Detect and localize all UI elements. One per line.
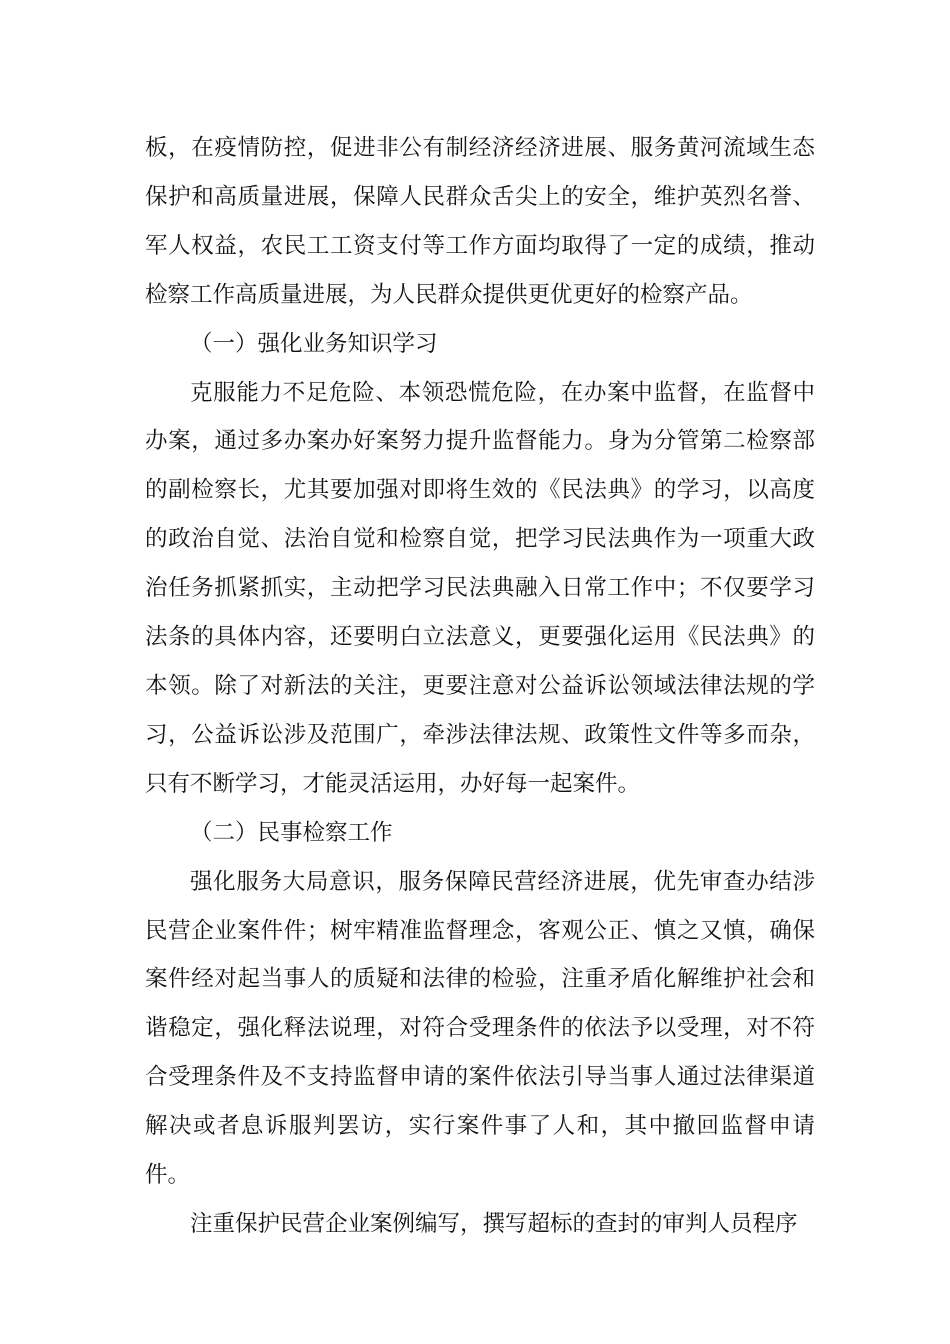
body-paragraph: 强化服务大局意识，服务保障民营经济进展，优先审查办结涉民营企业案件件；树牢精准监督理念，客观公正、慎之又慎，确保案件经对起当事人的质疑和法律的检验，注重矛盾化解维护社会和谐稳定，强化释法说理，对符合受理条件的依法予以受理，对不符合受理条件及不支持监督申请的案件依法引导当事人通过法律渠道解决或者息诉服判罢访，实行案件事了人和，其中撤回监督申请件。 — [145, 868, 815, 1189]
document-body — [145, 124, 815, 1249]
section-heading: （二）民事检察工作 — [190, 819, 393, 846]
section-heading: （一）强化业务知识学习 — [190, 330, 438, 357]
body-paragraph: 克服能力不足危险、本领恐慌危险，在办案中监督，在监督中办案，通过多办案办好案努力提升监督能力。身为分管第二检察部的副检察长，尤其要加强对即将生效的《民法典》的学习，以高度的政治自觉、法治自觉和检察自觉，把学习民法典作为一项重大政治任务抓紧抓实，主动把学习民法典融入日常工作中；不仅要学习法条的具体内容，还要明白立法意义，更要强化运用《民法典》的本领。除了对新法的关注，更要注意对公益诉讼领域法律法规的学习，公益诉讼涉及范围广，牵涉法律法规、政策性文件等多而杂，只有不断学习，才能灵活运用，办好每一起案件。 — [145, 379, 815, 797]
body-paragraph: 板，在疫情防控，促进非公有制经济经济进展、服务黄河流域生态保护和高质量进展，保障人民群众舌尖上的安全，维护英烈名誉、军人权益，农民工工资支付等工作方面均取得了一定的成绩，推动检察工作高质量进展，为人民群众提供更优更好的检察产品。 — [145, 135, 815, 308]
body-paragraph: 注重保护民营企业案例编写，撰写超标的查封的审判人员程序 — [190, 1210, 798, 1237]
